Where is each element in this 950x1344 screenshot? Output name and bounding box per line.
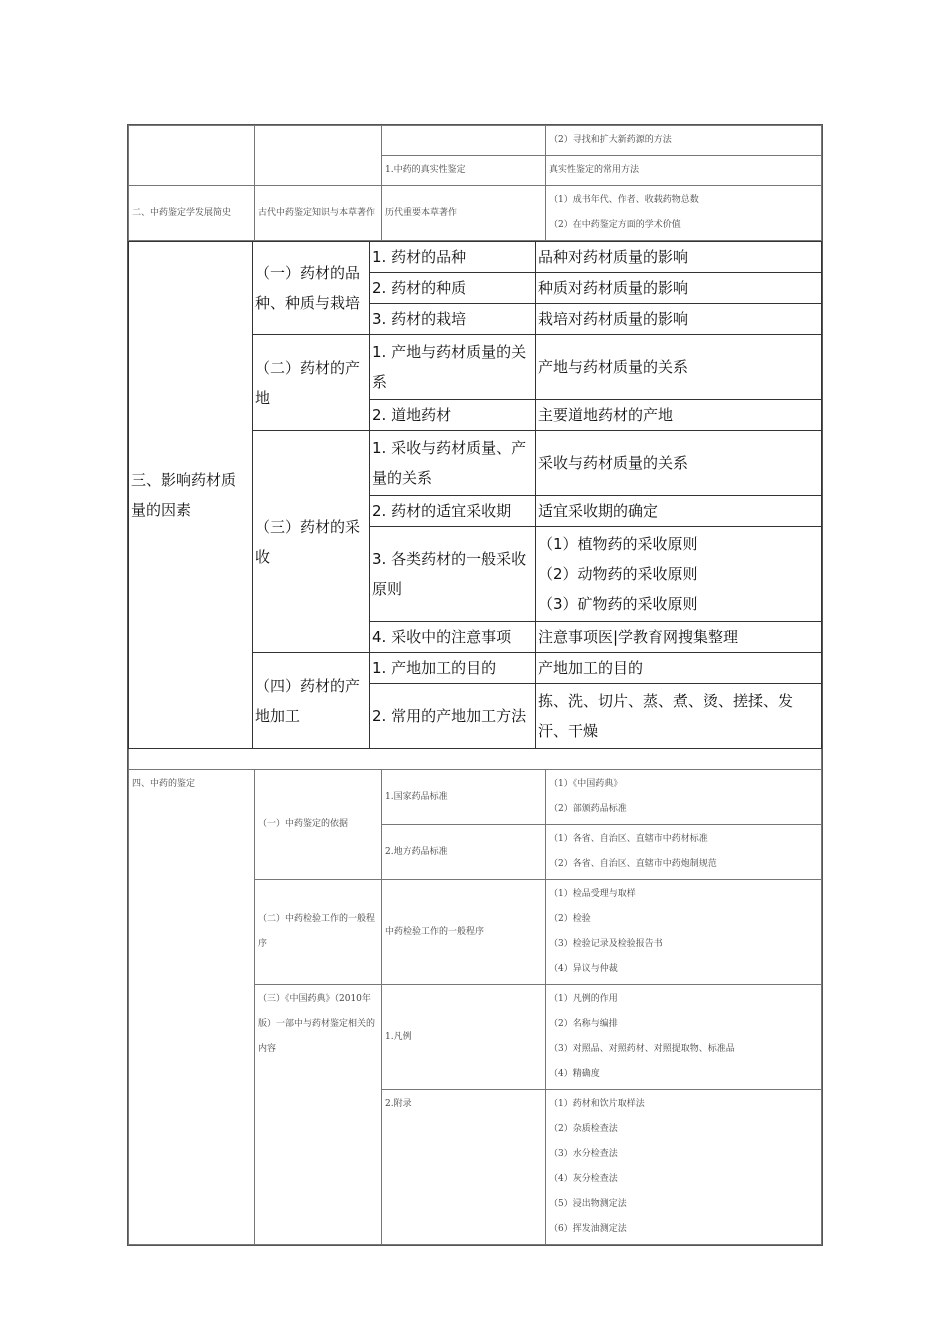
list-item: （1）各省、自治区、直辖市中药材标准 bbox=[549, 834, 708, 844]
group-label: （二）药材的产地 bbox=[253, 335, 370, 431]
cell-text: 2. 药材的适宜采收期 bbox=[370, 496, 536, 527]
cell-text: 1.中药的真实性鉴定 bbox=[382, 156, 546, 186]
group-label: （三）药材的采收 bbox=[253, 431, 370, 653]
list-item: （2）杂质检查法 bbox=[549, 1124, 618, 1134]
cell-text: 拣、洗、切片、蒸、煮、烫、搓揉、发汗、干燥 bbox=[536, 684, 822, 749]
list-item: （1）《中国药典》 bbox=[549, 779, 623, 789]
section-gap bbox=[128, 749, 822, 769]
cell-text: 1.国家药品标准 bbox=[382, 770, 546, 825]
list-item: （3）检验记录及检验报告书 bbox=[549, 939, 663, 949]
cell-text: 4. 采收中的注意事项 bbox=[370, 622, 536, 653]
cell-list bbox=[536, 527, 822, 622]
section-title: 四、中药的鉴定 bbox=[129, 770, 255, 1245]
empty-cell bbox=[255, 126, 382, 186]
table-row bbox=[129, 186, 822, 241]
cell-text: 1. 药材的品种 bbox=[370, 242, 536, 273]
cell-text: 品种对药材质量的影响 bbox=[536, 242, 822, 273]
cell-text: 栽培对药材质量的影响 bbox=[536, 304, 822, 335]
list-item: （4）精确度 bbox=[549, 1069, 600, 1079]
section-title: 二、中药鉴定学发展简史 bbox=[129, 186, 255, 241]
group-label: （二）中药检验工作的一般程序 bbox=[255, 880, 382, 985]
list-item: （1）植物药的采收原则 bbox=[538, 535, 698, 553]
table-section-three bbox=[128, 241, 822, 749]
list-item: （1）成书年代、作者、收载药物总数 bbox=[549, 195, 699, 205]
cell-list bbox=[546, 1090, 822, 1245]
table-section-four bbox=[128, 769, 822, 1245]
cell-text: 2. 常用的产地加工方法 bbox=[370, 684, 536, 749]
list-item: （4）灰分检查法 bbox=[549, 1174, 618, 1184]
cell-text: 适宜采收期的确定 bbox=[536, 496, 822, 527]
cell-list bbox=[546, 985, 822, 1090]
group-label: （三）《中国药典》（2010年版）一部中与药材鉴定相关的内容 bbox=[255, 985, 382, 1245]
list-item: （4）异议与仲裁 bbox=[549, 964, 618, 974]
cell-text: 2.地方药品标准 bbox=[382, 825, 546, 880]
cell-text: 采收与药材质量的关系 bbox=[536, 431, 822, 496]
cell-text: 中药检验工作的一般程序 bbox=[382, 880, 546, 985]
list-item: （3）矿物药的采收原则 bbox=[538, 595, 698, 613]
cell-text: 2.附录 bbox=[382, 1090, 546, 1245]
cell-list bbox=[546, 825, 822, 880]
cell-text: （2）寻找和扩大新药源的方法 bbox=[546, 126, 822, 156]
list-item: （3）对照品、对照药材、对照提取物、标准品 bbox=[549, 1044, 735, 1054]
list-item: （2）各省、自治区、直辖市中药炮制规范 bbox=[549, 859, 717, 869]
list-item: （1）凡例的作用 bbox=[549, 994, 618, 1004]
group-label: （一）中药鉴定的依据 bbox=[255, 770, 382, 880]
cell-text: 种质对药材质量的影响 bbox=[536, 273, 822, 304]
cell-text: 2. 药材的种质 bbox=[370, 273, 536, 304]
list-item: （2）名称与编排 bbox=[549, 1019, 618, 1029]
list-item: （2）部颁药品标准 bbox=[549, 804, 627, 814]
cell-text: 主要道地药材的产地 bbox=[536, 400, 822, 431]
list-item: （2）检验 bbox=[549, 914, 591, 924]
cell-text: 注意事项医|学教育网搜集整理 bbox=[536, 622, 822, 653]
list-item: （2）在中药鉴定方面的学术价值 bbox=[549, 220, 681, 230]
cell-text: 古代中药鉴定知识与本草著作 bbox=[255, 186, 382, 241]
syllabus-table bbox=[127, 124, 823, 1246]
cell-list bbox=[546, 186, 822, 241]
cell-text: 真实性鉴定的常用方法 bbox=[546, 156, 822, 186]
cell-text: 1. 产地加工的目的 bbox=[370, 653, 536, 684]
table-row bbox=[129, 242, 822, 273]
cell-text: 历代重要本草著作 bbox=[382, 186, 546, 241]
table-row bbox=[129, 770, 822, 825]
list-item: （1）检品受理与取样 bbox=[549, 889, 636, 899]
cell-text: 1. 采收与药材质量、产量的关系 bbox=[370, 431, 536, 496]
empty-cell bbox=[129, 126, 255, 186]
list-item: （1）药材和饮片取样法 bbox=[549, 1099, 645, 1109]
cell-text: 2. 道地药材 bbox=[370, 400, 536, 431]
list-item: （2）动物药的采收原则 bbox=[538, 565, 698, 583]
group-label: （一）药材的品种、种质与栽培 bbox=[253, 242, 370, 335]
list-item: （6）挥发油测定法 bbox=[549, 1224, 627, 1234]
cell-text: 产地加工的目的 bbox=[536, 653, 822, 684]
list-item: （3）水分检查法 bbox=[549, 1149, 618, 1159]
cell-text: 产地与药材质量的关系 bbox=[536, 335, 822, 400]
table-row bbox=[129, 126, 822, 156]
cell-text: 3. 药材的栽培 bbox=[370, 304, 536, 335]
empty-cell bbox=[382, 126, 546, 156]
cell-list bbox=[546, 880, 822, 985]
cell-text: 3. 各类药材的一般采收原则 bbox=[370, 527, 536, 622]
section-title: 三、影响药材质量的因素 bbox=[129, 242, 253, 749]
table-top-section bbox=[128, 125, 822, 241]
cell-text: 1. 产地与药材质量的关系 bbox=[370, 335, 536, 400]
cell-text: 1.凡例 bbox=[382, 985, 546, 1090]
cell-list bbox=[546, 770, 822, 825]
group-label: （四）药材的产地加工 bbox=[253, 653, 370, 749]
list-item: （5）浸出物测定法 bbox=[549, 1199, 627, 1209]
